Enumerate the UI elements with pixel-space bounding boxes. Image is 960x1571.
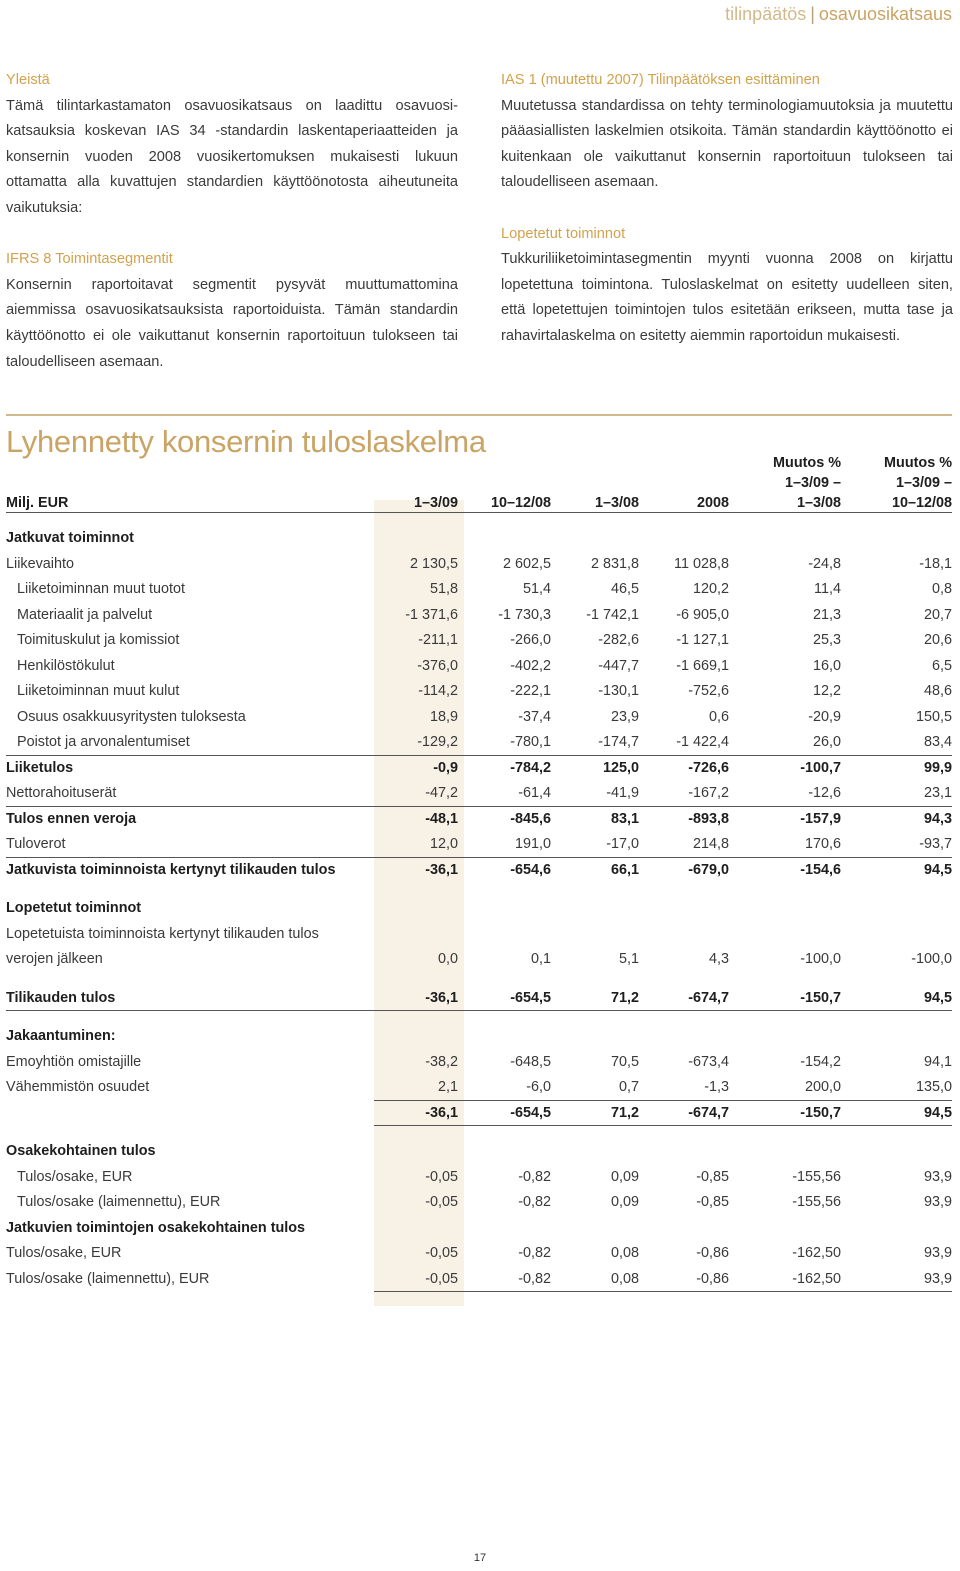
table-row: [6, 947, 952, 973]
cell-value: 94,5: [923, 861, 952, 878]
section-heading-row: [6, 526, 952, 552]
cell-value: 66,1: [610, 861, 639, 878]
row-label: Liiketoiminnan muut tuotot: [17, 581, 185, 597]
cell-value: -1 422,4: [676, 734, 729, 750]
row-label: Tulos/osake (laimennettu), EUR: [6, 1270, 210, 1287]
cell-value: -36,1: [425, 989, 458, 1006]
row-label: Tulos/osake, EUR: [6, 1245, 122, 1261]
cell-value: -12,6: [808, 785, 841, 801]
cell-value: 18,9: [429, 708, 458, 725]
cell-value: 2 831,8: [590, 555, 639, 572]
row-spacer: [6, 973, 952, 986]
cell-value: -150,7: [800, 1104, 841, 1121]
cell-value: 93,9: [923, 1168, 952, 1185]
cell-value: -1 742,1: [586, 606, 639, 623]
row-spacer: [6, 883, 952, 896]
cell-value: -155,56: [792, 1168, 841, 1185]
cell-value: 5,1: [618, 951, 639, 967]
row-label: Lopetetuista toiminnoista kertynyt tilikauden tulos: [6, 925, 319, 942]
col-header-line: 1–3/09: [413, 495, 458, 511]
cell-value: 46,5: [610, 581, 639, 597]
row-label: Poistot ja arvonalentumiset: [17, 734, 190, 750]
cell-value: -0,82: [518, 1270, 551, 1287]
cell-value: 0,6: [708, 708, 729, 725]
col-header-line: 10–12/08: [490, 495, 551, 511]
cell-value: -752,6: [688, 683, 729, 699]
section-heading-row: [6, 1139, 952, 1165]
row-label: Jatkuvista toiminnoista kertynyt tilikauden tulos: [6, 861, 336, 878]
cell-value: -282,6: [598, 632, 639, 648]
col-header-line: 1–3/09 –: [784, 475, 841, 491]
row-label: Henkilöstökulut: [17, 657, 115, 674]
cell-value: -447,7: [598, 657, 639, 674]
cell-value: 20,6: [923, 632, 952, 648]
col-header: [697, 493, 729, 513]
table-header-row: [6, 455, 952, 513]
cell-value: 12,2: [812, 683, 841, 699]
table-row: [6, 1101, 952, 1127]
cell-value: -0,82: [518, 1245, 551, 1261]
row-label: Liiketulos: [6, 759, 74, 776]
cell-value: -0,05: [425, 1245, 458, 1261]
col-header-line: Muutos %: [884, 455, 952, 471]
heading-yleista: Yleistä: [6, 72, 50, 88]
cell-value: -93,7: [919, 836, 952, 852]
table-row: [6, 705, 952, 731]
table-row: [6, 832, 952, 858]
table-row: [6, 1241, 952, 1267]
col-header: [884, 453, 952, 513]
row-label: Materiaalit ja palvelut: [17, 606, 153, 623]
cell-value: -41,9: [606, 785, 639, 801]
cell-value: -130,1: [598, 683, 639, 699]
cell-value: 0,8: [931, 581, 952, 597]
cell-value: 2 130,5: [409, 555, 458, 572]
row-spacer: [6, 1011, 952, 1024]
cell-value: -648,5: [510, 1053, 551, 1070]
cell-value: 48,6: [923, 683, 952, 699]
cell-value: -679,0: [688, 861, 729, 878]
cell-value: -0,05: [425, 1168, 458, 1185]
cell-value: 11,4: [814, 581, 841, 597]
cell-value: 71,2: [610, 989, 639, 1006]
right-text-column: [501, 68, 953, 375]
row-rule: [374, 1125, 952, 1126]
header-title: osavuosikatsaus: [818, 4, 952, 24]
cell-value: -100,7: [800, 759, 841, 776]
row-label: Liikevaihto: [6, 555, 74, 572]
cell-value: -154,6: [800, 861, 841, 878]
cell-value: -654,5: [510, 989, 551, 1006]
table-row: [6, 552, 952, 578]
cell-value: -222,1: [510, 683, 551, 699]
cell-value: 93,9: [923, 1245, 952, 1261]
cell-value: -114,2: [418, 683, 458, 699]
row-label: Vähemmistön osuudet: [6, 1079, 150, 1095]
paragraph-lopetetut: Tukkuriliiketoimintasegmentin myynti vuonna 2008 on kirjattu lopetettuna toimintona. Tuloslaskelmat on esitetty uudelleen siten, että lopetettujen toimintojen tulos esitetään erikseen, mutta tase ja rahavirtalaskelma on esitetty aiemmin raportoidun mukaisesti.: [501, 251, 953, 344]
row-label: Tulos/osake, EUR: [17, 1168, 133, 1185]
cell-value: 93,9: [923, 1194, 952, 1210]
col-header-line: Muutos %: [773, 455, 841, 471]
cell-value: -155,56: [792, 1194, 841, 1210]
cell-value: -0,05: [425, 1270, 458, 1287]
table-row: [6, 1190, 952, 1216]
row-label: Liiketoiminnan muut kulut: [17, 683, 180, 699]
col-header-line: 1–3/08: [594, 495, 639, 511]
table-row: [6, 679, 952, 705]
cell-value: -100,0: [911, 951, 952, 967]
left-text-column: [6, 68, 458, 401]
col-header-line: 1–3/09 –: [895, 475, 952, 491]
col-header-line: 2008: [696, 495, 729, 511]
cell-value: -6 905,0: [676, 606, 729, 623]
table-row: [6, 986, 952, 1012]
cell-value: 23,9: [610, 708, 639, 725]
cell-value: -376,0: [417, 657, 458, 674]
cell-value: 94,5: [923, 989, 952, 1006]
row-rule: [6, 1010, 952, 1011]
table-row: [6, 730, 952, 756]
cell-value: -0,85: [696, 1168, 729, 1185]
page-number: 17: [473, 1552, 487, 1564]
heading-ifrs8: IFRS 8 Toimintasegmentit: [6, 251, 173, 268]
header-separator: |: [810, 4, 815, 24]
cell-value: -162,50: [792, 1270, 841, 1287]
cell-value: 6,5: [931, 657, 952, 674]
cell-value: -893,8: [688, 810, 729, 827]
cell-value: 200,0: [804, 1079, 841, 1095]
row-label: Osuus osakkuusyritysten tuloksesta: [17, 708, 246, 725]
col-header: [595, 493, 639, 513]
cell-value: 191,0: [514, 836, 551, 852]
cell-value: -266,0: [510, 632, 551, 648]
row-label: Tulos ennen veroja: [6, 810, 137, 827]
cell-value: 83,4: [923, 734, 952, 750]
row-label: Osakekohtainen tulos: [6, 1143, 156, 1159]
table-row: [6, 1165, 952, 1191]
row-label: Jatkuvien toimintojen osakekohtainen tulos: [6, 1219, 306, 1236]
cell-value: 150,5: [915, 708, 952, 725]
cell-value: -48,1: [425, 810, 458, 827]
cell-value: -1 127,1: [676, 632, 729, 648]
page-header: [725, 4, 952, 25]
cell-value: -0,86: [696, 1245, 729, 1261]
row-label: Tulos/osake (laimennettu), EUR: [17, 1194, 221, 1210]
cell-value: -0,05: [425, 1194, 458, 1210]
table-row: [6, 807, 952, 833]
col-header-line: 1–3/08: [796, 495, 841, 511]
section-heading-row: [6, 1024, 952, 1050]
cell-value: -167,2: [688, 785, 729, 801]
cell-value: -17,0: [606, 836, 639, 852]
table-row: [6, 1050, 952, 1076]
cell-value: -674,7: [688, 1104, 729, 1121]
cell-value: -24,8: [808, 555, 841, 572]
cell-value: -20,9: [808, 708, 841, 725]
cell-value: -0,86: [696, 1270, 729, 1287]
cell-value: -150,7: [800, 989, 841, 1006]
col-header-line: 10–12/08: [891, 495, 952, 511]
row-label: Jakaantuminen:: [6, 1028, 116, 1044]
cell-value: 0,1: [530, 951, 551, 967]
table-row: [6, 922, 952, 948]
unit-label: Milj. EUR: [6, 495, 69, 511]
cell-value: 94,3: [923, 810, 952, 827]
cell-value: 120,2: [692, 581, 729, 597]
row-label: Emoyhtiön omistajille: [6, 1053, 142, 1070]
table-row: [6, 1075, 952, 1101]
cell-value: -162,50: [792, 1245, 841, 1261]
table-row: [6, 781, 952, 807]
cell-value: -211,1: [418, 632, 458, 648]
paragraph-ifrs8: Konsernin raportoitavat segmentit pysyvät muuttumattomina aiemmissa osavuosikatsauksista raportoiduista. Tämän standardin käyttöönotto ei ole vaikuttanut konsernin raportoituun tulokseen tai taloudelliseen asemaan.: [6, 276, 458, 370]
cell-value: -1,3: [704, 1079, 729, 1095]
cell-value: -38,2: [425, 1053, 458, 1070]
cell-value: 0,7: [618, 1079, 639, 1095]
cell-value: -0,82: [518, 1194, 551, 1210]
cell-value: -654,6: [510, 861, 551, 878]
income-statement-table: [6, 455, 952, 1292]
table-row: [6, 1267, 952, 1293]
cell-value: 25,3: [812, 632, 841, 648]
paragraph-yleista: Tämä tilintarkastamaton osavuosikatsaus on laadittu osavuosi-katsauksia koskevan IAS 34 -standardin laskentaperiaatteiden ja konsernin vuoden 2008 vuosikertomuksen mukaisesti lukuun ottamatta alla kuvattujen standardien käyttöönotosta aiheutuneita vaikutuksia:: [6, 97, 458, 216]
cell-value: -0,9: [433, 759, 458, 776]
cell-value: 70,5: [610, 1053, 639, 1070]
row-label: verojen jälkeen: [6, 951, 103, 967]
cell-value: -1 730,3: [498, 606, 551, 623]
cell-value: 11 028,8: [674, 555, 729, 572]
table-row: [6, 628, 952, 654]
cell-value: -174,7: [598, 734, 639, 750]
row-label: Nettorahoituserät: [6, 785, 117, 801]
cell-value: -37,4: [518, 708, 551, 725]
cell-value: -1 669,1: [676, 657, 729, 674]
cell-value: -1 371,6: [405, 606, 458, 623]
row-label: Jatkuvat toiminnot: [6, 530, 134, 546]
table-title: Lyhennetty konsernin tuloslaskelma: [6, 424, 486, 459]
cell-value: -654,5: [510, 1104, 551, 1121]
row-label: Lopetetut toiminnot: [6, 900, 142, 916]
col-header: [414, 493, 458, 513]
cell-value: 0,0: [437, 951, 458, 967]
cell-value: 20,7: [923, 606, 952, 623]
cell-value: -402,2: [510, 657, 551, 674]
section-heading-row: [6, 896, 952, 922]
cell-value: -18,1: [919, 555, 952, 572]
row-spacer: [6, 1126, 952, 1139]
cell-value: -673,4: [688, 1053, 729, 1070]
cell-value: 51,8: [429, 581, 458, 597]
cell-value: 23,1: [923, 785, 952, 801]
cell-value: 93,9: [923, 1270, 952, 1287]
cell-value: -47,2: [425, 785, 458, 801]
cell-value: -129,2: [417, 734, 458, 750]
row-rule: [374, 1291, 952, 1292]
cell-value: 0,08: [610, 1270, 639, 1287]
cell-value: 0,08: [610, 1245, 639, 1261]
col-header: [773, 453, 841, 513]
cell-value: -154,2: [800, 1053, 841, 1070]
cell-value: 21,3: [812, 606, 841, 623]
table-row: [6, 603, 952, 629]
paragraph-ias1: Muutetussa standardissa on tehty terminologiamuutoksia ja muutettu pääasiallisten laskelmien otsikoita. Tämän standardin käyttöönotto ei kuitenkaan ole vaikuttanut konsernin raportoituun tulokseen tai taloudelliseen asemaan.: [501, 97, 953, 191]
cell-value: 125,0: [602, 759, 639, 776]
row-label: Toimituskulut ja komissiot: [17, 632, 180, 648]
cell-value: -157,9: [800, 810, 841, 827]
cell-value: 94,1: [923, 1053, 952, 1070]
header-rule: [6, 512, 952, 513]
cell-value: -674,7: [688, 989, 729, 1006]
cell-value: -784,2: [510, 759, 551, 776]
table-row: [6, 858, 952, 884]
cell-value: -36,1: [425, 1104, 458, 1121]
row-label: Tuloverot: [6, 836, 66, 852]
cell-value: 0,09: [610, 1168, 639, 1185]
cell-value: 71,2: [610, 1104, 639, 1121]
cell-value: 214,8: [692, 836, 729, 852]
cell-value: 12,0: [429, 836, 458, 852]
table-body: [6, 513, 952, 1292]
section-heading-row: [6, 1216, 952, 1242]
heading-ias1: IAS 1 (muutettu 2007) Tilinpäätöksen esittäminen: [501, 72, 820, 88]
cell-value: 83,1: [610, 810, 639, 827]
cell-value: -36,1: [425, 861, 458, 878]
cell-value: -61,4: [518, 785, 551, 801]
cell-value: -6,0: [526, 1079, 551, 1095]
cell-value: 2,1: [437, 1079, 458, 1095]
cell-value: 4,3: [708, 951, 729, 967]
section-divider: [6, 414, 952, 416]
cell-value: 26,0: [812, 734, 841, 750]
row-label: Tilikauden tulos: [6, 989, 116, 1006]
cell-value: 94,5: [923, 1104, 952, 1121]
table-row: [6, 577, 952, 603]
cell-value: 135,0: [915, 1079, 952, 1095]
cell-value: 99,9: [923, 759, 952, 776]
cell-value: -845,6: [510, 810, 551, 827]
row-spacer: [6, 513, 952, 526]
cell-value: -0,85: [696, 1194, 729, 1210]
col-header: [491, 493, 551, 513]
cell-value: 2 602,5: [502, 555, 551, 572]
cell-value: -780,1: [510, 734, 551, 750]
cell-value: 170,6: [804, 836, 841, 852]
heading-lopetetut: Lopetetut toiminnot: [501, 225, 626, 242]
cell-value: 0,09: [610, 1194, 639, 1210]
table-row: [6, 756, 952, 782]
cell-value: 51,4: [522, 581, 551, 597]
table-row: [6, 654, 952, 680]
header-section: tilinpäätös: [725, 4, 807, 24]
cell-value: 16,0: [812, 657, 841, 674]
cell-value: -100,0: [800, 951, 841, 967]
cell-value: -0,82: [518, 1168, 551, 1185]
cell-value: -726,6: [688, 759, 729, 776]
